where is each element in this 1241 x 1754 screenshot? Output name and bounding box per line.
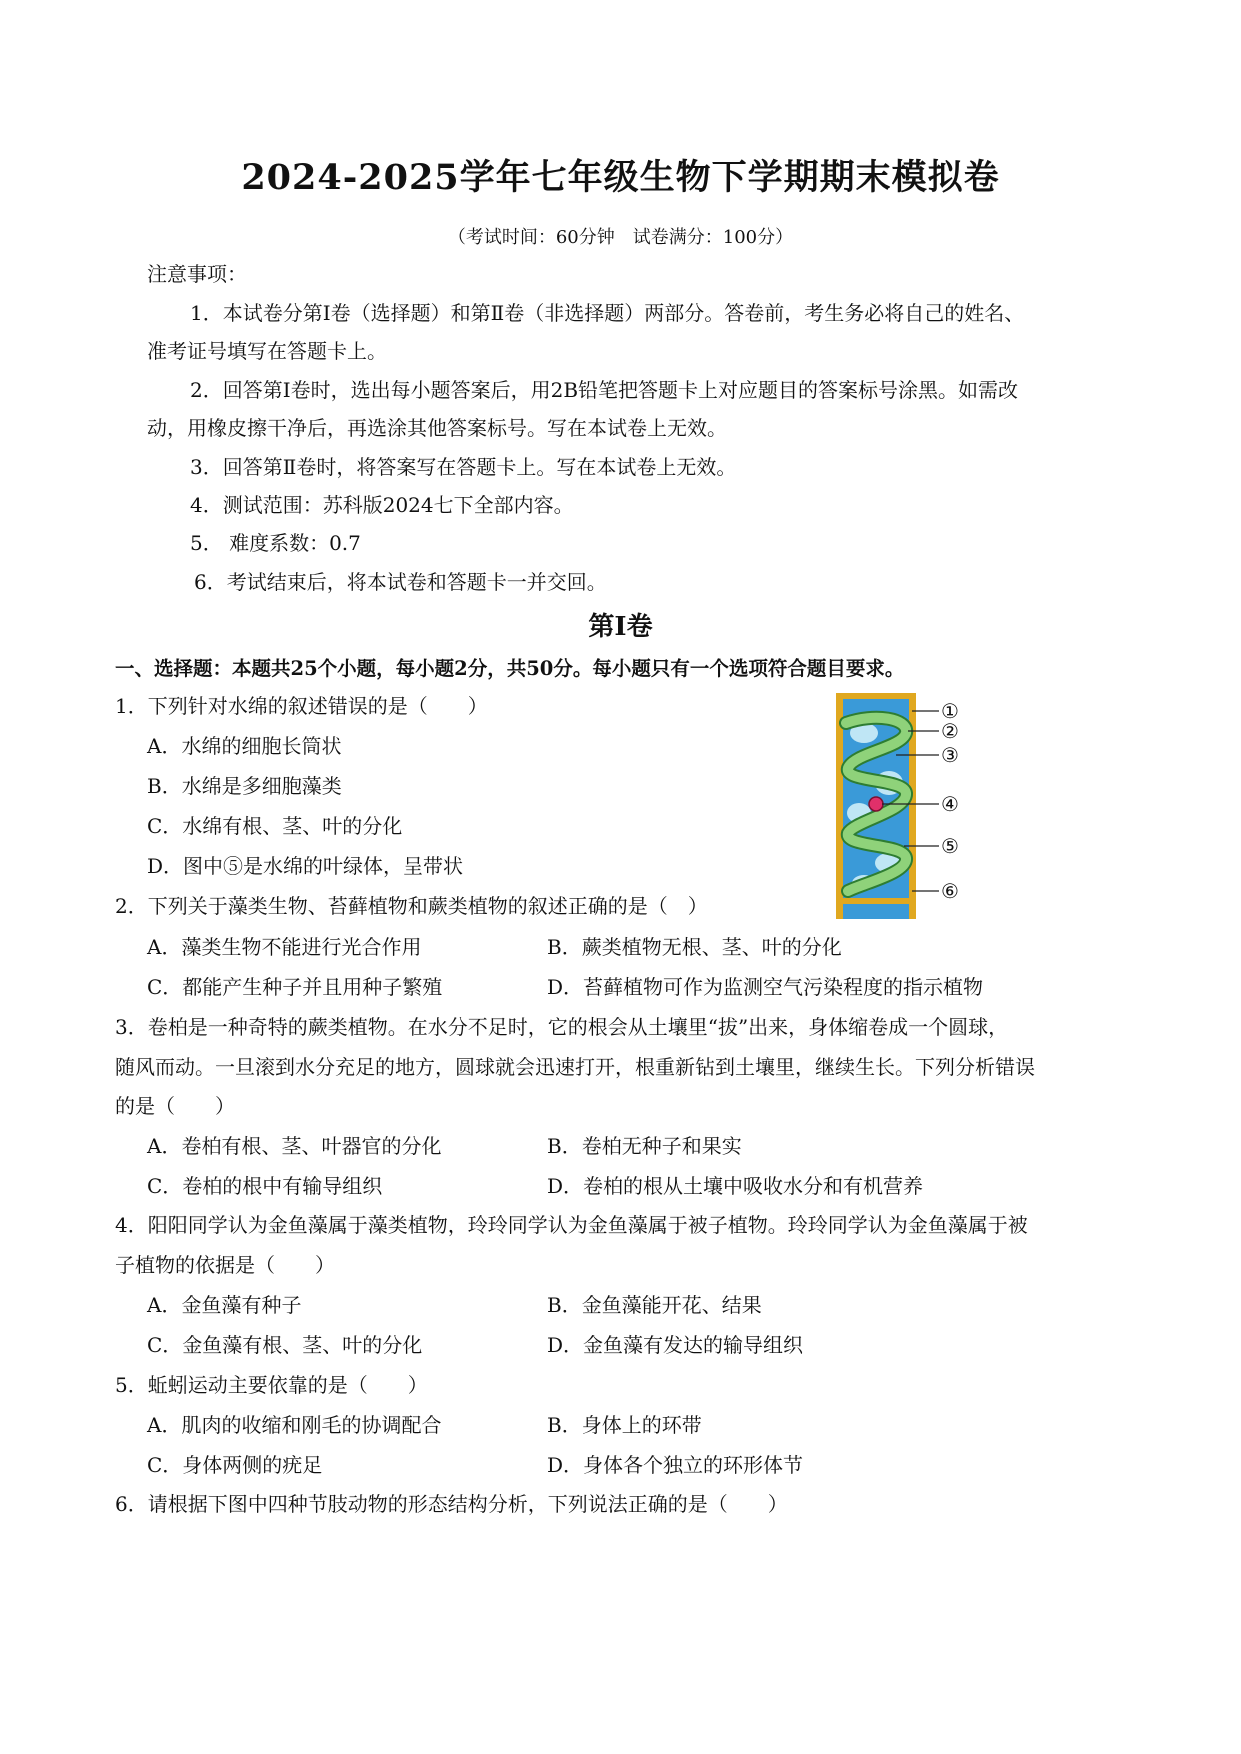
option-c: C．都能产生种子并且用种子繁殖	[147, 975, 443, 999]
option-c: C．金鱼藻有根、茎、叶的分化	[147, 1333, 423, 1357]
label-5: ⑤	[941, 834, 959, 858]
option-a: A．卷柏有根、茎、叶器官的分化	[147, 1134, 442, 1158]
notice-line: 6．考试结束后，将本试卷和答题卡一并交回。	[194, 570, 607, 594]
question-stem: 5．蚯蚓运动主要依靠的是（ ）	[115, 1373, 428, 1397]
option-c: C．水绵有根、茎、叶的分化	[147, 814, 403, 838]
option-d: D．苔藓植物可作为监测空气污染程度的指示植物	[547, 975, 984, 999]
option-b: B．身体上的环带	[547, 1413, 702, 1437]
option-b: B．金鱼藻能开花、结果	[547, 1293, 762, 1317]
spirogyra-diagram	[834, 693, 974, 919]
notice-line: 1．本试卷分第Ⅰ卷（选择题）和第Ⅱ卷（非选择题）两部分。答卷前，考生务必将自己的姓名、	[190, 301, 1025, 325]
label-1: ①	[941, 699, 959, 723]
option-b: B．卷柏无种子和果实	[547, 1134, 742, 1158]
option-b: B．水绵是多细胞藻类	[147, 774, 342, 798]
notice-line: 准考证号填写在答题卡上。	[147, 339, 387, 363]
option-a: A．藻类生物不能进行光合作用	[147, 935, 422, 959]
option-b: B．蕨类植物无根、茎、叶的分化	[547, 935, 842, 959]
option-d: D．卷柏的根从土壤中吸收水分和有机营养	[547, 1174, 924, 1198]
question-stem: 1．下列针对水绵的叙述错误的是（ ）	[115, 694, 488, 718]
option-a: A．金鱼藻有种子	[147, 1293, 302, 1317]
question-stem: 4．阳阳同学认为金鱼藻属于藻类植物，玲玲同学认为金鱼藻属于被子植物。玲玲同学认为金鱼藻属于被	[115, 1213, 1028, 1237]
notice-line: 2．回答第Ⅰ卷时，选出每小题答案后，用2B铅笔把答题卡上对应题目的答案标号涂黑。如需改	[190, 378, 1019, 402]
notice-line: 5． 难度系数：0.7	[190, 531, 361, 555]
label-6: ⑥	[941, 879, 959, 903]
label-4: ④	[941, 792, 959, 816]
notice-line: 动，用橡皮擦干净后，再选涂其他答案标号。写在本试卷上无效。	[147, 416, 727, 440]
exam-info: （考试时间：60分钟 试卷满分：100分）	[447, 227, 794, 248]
question-stem: 的是（ ）	[115, 1094, 235, 1118]
notice-heading: 注意事项：	[147, 262, 247, 286]
section-title: 第Ⅰ卷	[588, 612, 653, 642]
option-a: A．肌肉的收缩和刚毛的协调配合	[147, 1413, 442, 1437]
notice-line: 3．回答第Ⅱ卷时，将答案写在答题卡上。写在本试卷上无效。	[190, 455, 737, 479]
question-stem: 随风而动。一旦滚到水分充足的地方，圆球就会迅速打开，根重新钻到土壤里，继续生长。下列分析错误	[115, 1055, 1035, 1079]
question-stem: 子植物的依据是（ ）	[115, 1253, 335, 1277]
part-heading: 一、选择题：本题共25个小题，每小题2分，共50分。每小题只有一个选项符合题目要求。	[115, 657, 905, 680]
question-stem: 6．请根据下图中四种节肢动物的形态结构分析，下列说法正确的是（ ）	[115, 1492, 788, 1516]
option-d: D．身体各个独立的环形体节	[547, 1453, 804, 1477]
option-d: D．图中⑤是水绵的叶绿体，呈带状	[147, 854, 464, 878]
option-c: C．身体两侧的疣足	[147, 1453, 323, 1477]
question-stem: 2．下列关于藻类生物、苔藓植物和蕨类植物的叙述正确的是（ ）	[115, 894, 708, 918]
notice-line: 4．测试范围：苏科版2024七下全部内容。	[190, 493, 574, 517]
page-title: 2024-2025学年七年级生物下学期期末模拟卷	[241, 157, 1000, 198]
label-3: ③	[941, 743, 959, 767]
option-a: A．水绵的细胞长筒状	[147, 734, 342, 758]
option-c: C．卷柏的根中有输导组织	[147, 1174, 383, 1198]
label-2: ②	[941, 719, 959, 743]
nucleus	[869, 797, 883, 811]
question-stem: 3．卷柏是一种奇特的蕨类植物。在水分不足时，它的根会从土壤里“拔”出来，身体缩卷成一个圆球，	[115, 1015, 1009, 1039]
option-d: D．金鱼藻有发达的输导组织	[547, 1333, 804, 1357]
